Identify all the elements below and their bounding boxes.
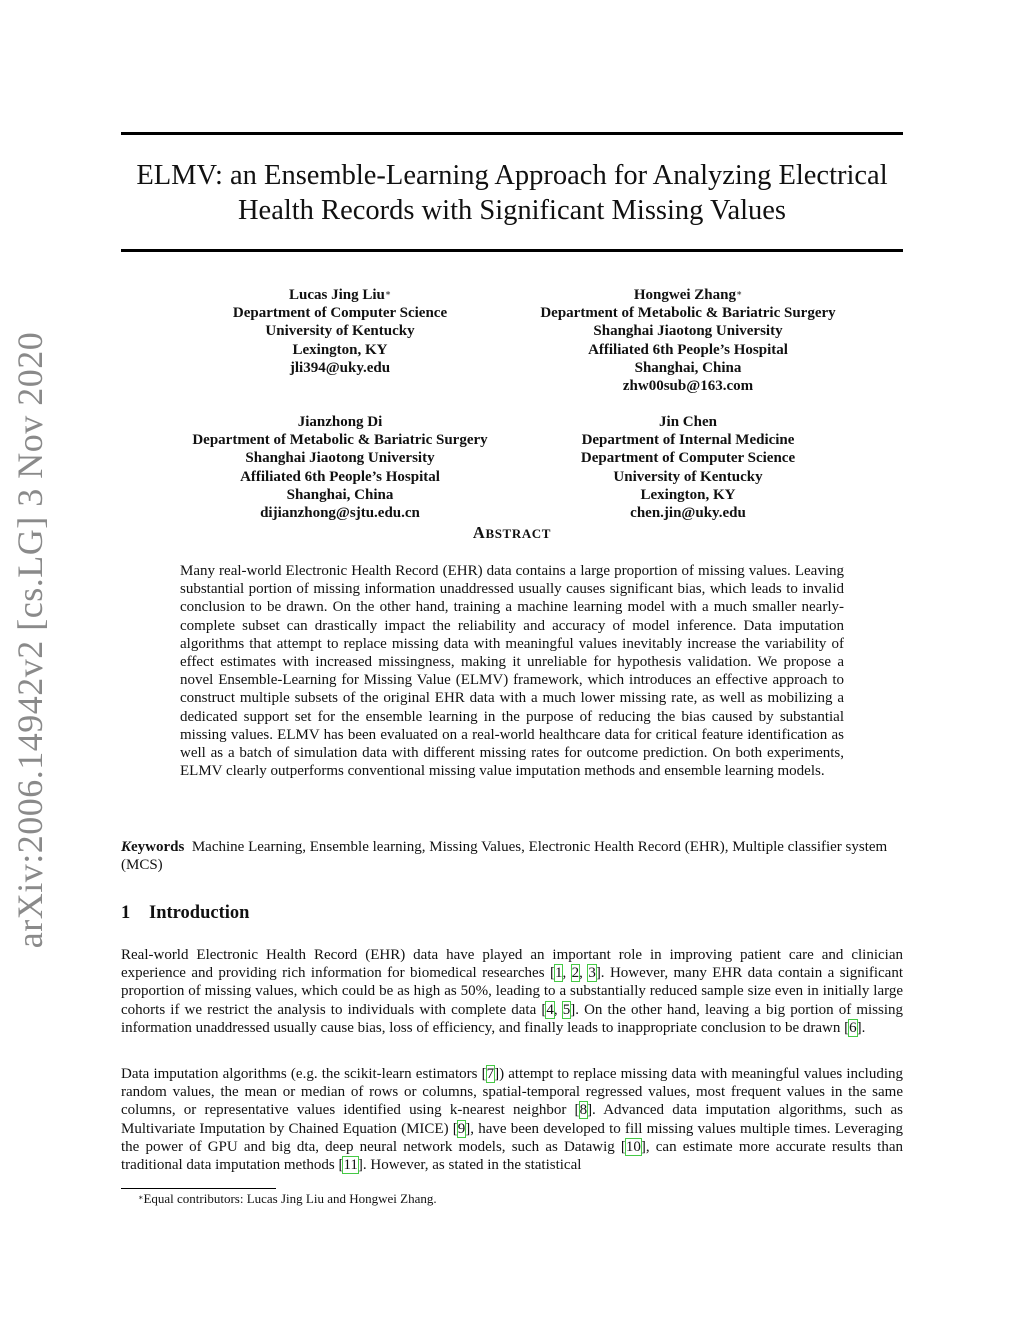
author-name: Jin Chen	[659, 414, 717, 430]
author-block-liu	[190, 286, 490, 377]
footnote	[138, 1191, 437, 1207]
citation-link[interactable]: 5	[562, 1001, 571, 1018]
author-email[interactable]: chen.jin@uky.edu	[630, 505, 746, 522]
author-affiliation: Affiliated 6th People’s Hospital	[588, 341, 788, 358]
title-line-1: ELMV: an Ensemble-Learning Approach for Analyzing Electrical	[136, 160, 888, 191]
title-rule-bottom	[121, 249, 903, 252]
footnote-mark: ∗	[138, 1193, 144, 1202]
author-affiliation: Department of Metabolic & Bariatric Surgery	[540, 305, 836, 322]
citation-link[interactable]: 10	[625, 1138, 641, 1155]
citation-link[interactable]: 4	[546, 1001, 554, 1018]
author-name: Jianzhong Di	[297, 414, 383, 430]
title-rule-top	[121, 132, 903, 135]
author-affiliation: Department of Internal Medicine	[581, 432, 795, 449]
footnote-text: Equal contributors: Lucas Jing Liu and Hongwei Zhang.	[143, 1191, 437, 1206]
author-affiliation: Affiliated 6th People’s Hospital	[240, 468, 440, 485]
author-location: Shanghai, China	[286, 486, 394, 503]
arxiv-id[interactable]: arXiv:2006.14942v2 [cs.LG] 3 Nov 2020	[10, 331, 50, 949]
section-title: Introduction	[149, 903, 250, 923]
author-affiliation: Shanghai Jiaotong University	[593, 323, 783, 340]
author-name: Hongwei Zhang∗	[633, 287, 743, 303]
citation-link[interactable]: 7	[486, 1066, 495, 1082]
author-location: Shanghai, China	[634, 359, 742, 376]
citation-link[interactable]: 8	[579, 1102, 588, 1119]
author-block-zhang	[508, 286, 868, 395]
citation-link[interactable]: 3	[588, 965, 596, 982]
author-email[interactable]: zhw00sub@163.com	[622, 378, 754, 395]
keywords	[121, 838, 903, 874]
author-affiliation: Shanghai Jiaotong University	[245, 450, 435, 467]
author-affiliation: Department of Computer Science	[580, 450, 796, 467]
author-block-di	[160, 413, 520, 522]
footnote-rule	[121, 1188, 276, 1189]
author-location: Lexington, KY	[292, 341, 388, 358]
section-number: 1	[121, 903, 131, 923]
citation-link[interactable]: 2	[571, 965, 580, 982]
author-affiliation: University of Kentucky	[613, 468, 763, 485]
author-location: Lexington, KY	[640, 486, 736, 503]
intro-paragraph-2: Data imputation algorithms (e.g. the scikit-learn estimators [7]) attempt to replace missing data with meaningful values including random values, the mean or median of rows or columns, spatial-temporal regressed values, most frequent values in the same columns, or representative values identified using k-nearest neighbor [8]. Advanced data imputation algorithms, such as Multivariate Imputation by Chained Equation (MICE) [9], have been developed to fill missing values multiple times. Leveraging the power of GPU and big dta, deep neural network models, such as Datawig [10], can estimate more accurate results than traditional data imputation methods [11]. However, as stated in the statistical	[121, 1066, 903, 1174]
citation-link[interactable]: 11	[343, 1157, 358, 1174]
author-email[interactable]: dijianzhong@sjtu.edu.cn	[260, 505, 420, 522]
section-heading-introduction	[121, 903, 249, 924]
author-email[interactable]: jli394@uky.edu	[289, 359, 391, 376]
abstract-text: Many real-world Electronic Health Record (EHR) data contains a large proportion of missing values. Leaving substantial portion of missing information unaddressed usually causes significant bias, which leads to invalid conclusion to be drawn. On the other hand, training a machine learning model with a much smaller nearly-complete subset can drastically impact the reliability and accuracy of model inference. Data imputation algorithms that attempt to replace missing data with meaningful values inevitably increase the variability of effect estimates with increased missingness, making it unreliable for hypothesis validation. We propose a novel Ensemble-Learning for Missing Value (ELMV) framework, which introduces an effective approach to construct multiple subsets of the original EHR data with a much lower missing rate, as well as mobilizing a dedicated support set for the ensemble learning in the purpose of reducing the bias caused by substantial missing values. ELMV has been evaluated on a real-world healthcare data for critical feature identification as well as a batch of simulation data with different missing rates for outcome prediction. On both experiments, ELMV clearly outperforms conventional missing value imputation methods and ensemble learning models.	[180, 563, 844, 780]
author-affiliation: Department of Computer Science	[232, 305, 448, 322]
paper-title	[121, 158, 903, 228]
keywords-text: Machine Learning, Ensemble learning, Missing Values, Electronic Health Record (EHR), Multiple classifier system (MCS)	[121, 839, 888, 874]
citation-link[interactable]: 9	[457, 1120, 466, 1137]
author-name: Lucas Jing Liu∗	[289, 287, 391, 303]
equal-contribution-mark: ∗	[384, 288, 391, 298]
abstract-heading: ABSTRACT	[472, 523, 552, 542]
citation-link[interactable]: 1	[554, 965, 563, 982]
author-affiliation: University of Kentucky	[265, 323, 415, 340]
citation-link[interactable]: 6	[849, 1019, 857, 1036]
keywords-label: Keywords	[121, 839, 185, 855]
equal-contribution-mark: ∗	[735, 288, 743, 298]
title-line-2: Health Records with Significant Missing Values	[237, 195, 787, 226]
author-affiliation: Department of Metabolic & Bariatric Surgery	[192, 432, 488, 449]
author-block-chen	[538, 413, 838, 522]
intro-paragraph-1: Real-world Electronic Health Record (EHR) data have played an important role in improving patient care and clinician experience and providing rich information for biomedical researches [1, 2, 3]. However, many EHR data contain a significant proportion of missing values, which could be as high as 50%, leading to a substantially reduced sample size even in initially large cohorts if we restrict the analysis to individuals with complete data [4, 5]. On the other hand, leaving a big portion of missing information unaddressed usually cause bias, loss of efficiency, and finally leads to inappropriate conclusion to be drawn [6].	[121, 947, 904, 1036]
